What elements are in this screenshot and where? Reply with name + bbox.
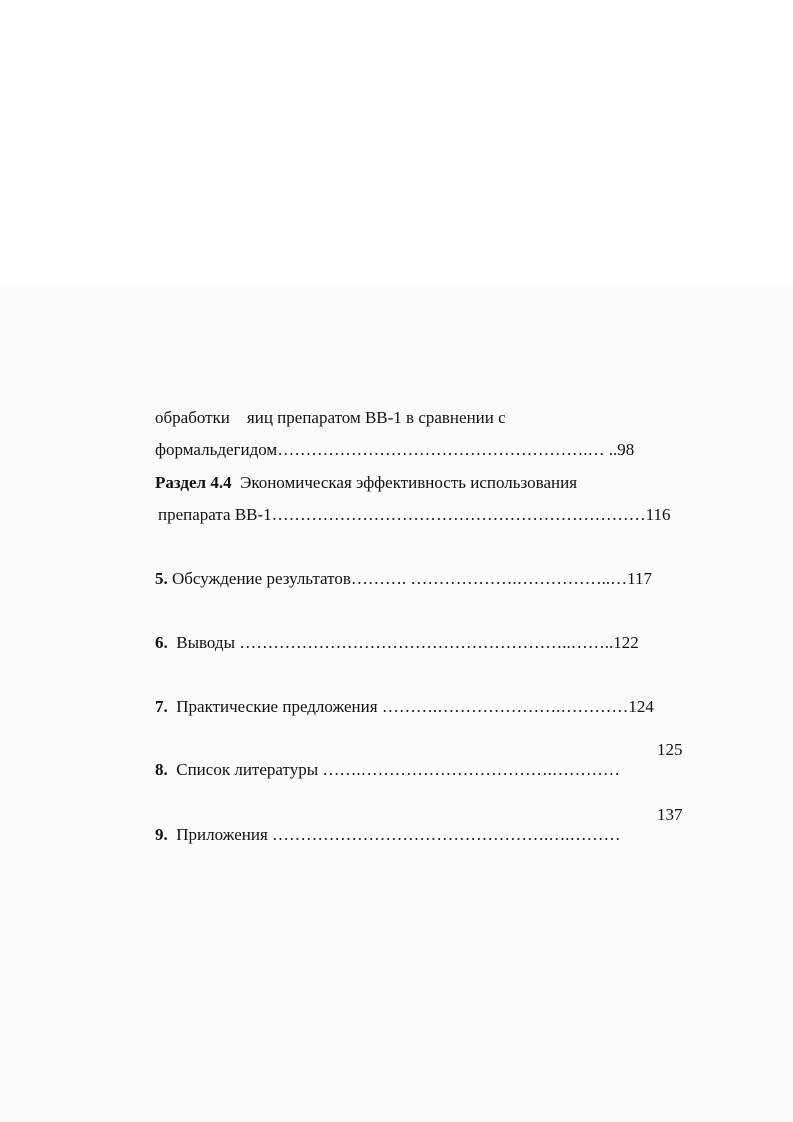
page-number: 125 [657, 740, 683, 759]
toc-leader-dots: ……….………………….…………124 [381, 697, 654, 716]
toc-entry-text: Практические предложения [176, 697, 378, 716]
toc-entry-text: Список литературы [176, 760, 319, 779]
toc-entry-text: Выводы [176, 633, 236, 652]
toc-entry-7 [138, 677, 654, 737]
toc-leader-dots: ……………………………………………….… ..98 [277, 440, 635, 459]
toc-entry-text: Обсуждение результатов [172, 569, 351, 588]
toc-entry-section-4-4-cont [141, 485, 671, 545]
page-number: 137 [657, 805, 683, 824]
toc-entry-8 [138, 740, 620, 800]
entry-number: 5. [155, 569, 168, 588]
toc-leader-dots: …………………………………………………..……..122 [239, 633, 639, 652]
entry-number: 6. [155, 633, 168, 652]
entry-number: 7. [155, 697, 168, 716]
toc-leader-dots: …….…………………………….………… [322, 760, 620, 779]
toc-entry-text: Приложения [176, 825, 268, 844]
toc-entry-6 [138, 613, 639, 673]
toc-continuation-text: обработки яиц препаратом ВВ-1 в сравнении с [155, 408, 506, 427]
section-title: Экономическая эффективность использования [240, 473, 578, 492]
toc-leader-dots: …………………………………………………………116 [271, 505, 671, 524]
entry-number: 8. [155, 760, 168, 779]
section-label: Раздел 4.4 [155, 473, 232, 492]
toc-entry-5 [138, 549, 652, 609]
entry-number: 9. [155, 825, 168, 844]
toc-entry-text: препарата ВВ-1 [158, 505, 272, 524]
toc-leader-dots: ………………………………………….….……… [272, 825, 621, 844]
toc-leader-dots: ………. ……………….……………..…117 [350, 569, 653, 588]
toc-entry-9 [138, 805, 621, 865]
toc-entry-text: формальдегидом [155, 440, 278, 459]
